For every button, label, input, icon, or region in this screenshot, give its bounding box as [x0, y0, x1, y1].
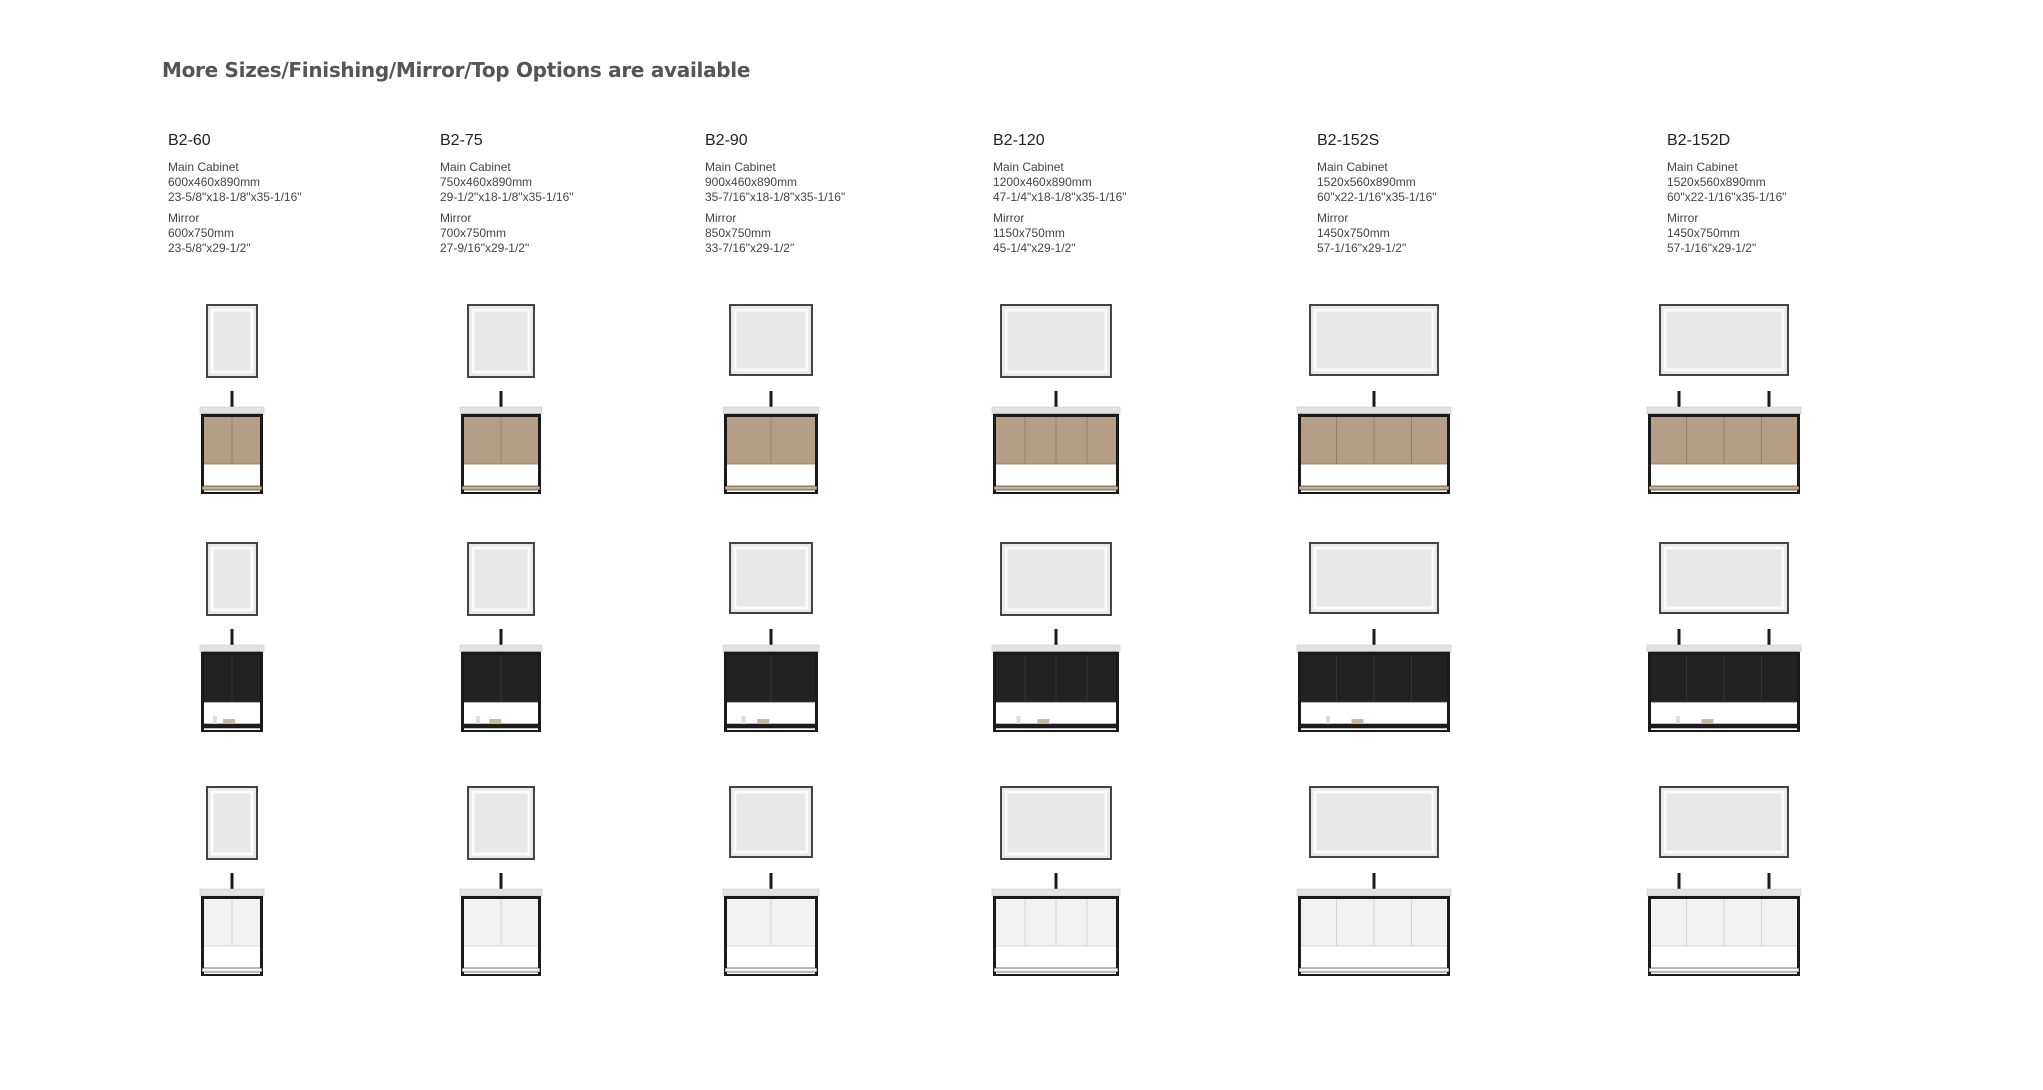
cabinet-trim [725, 652, 817, 655]
bottom-shelf [1299, 968, 1449, 972]
cabinet-trim [462, 896, 540, 899]
cabinet-size-mm: 600x460x890mm [168, 175, 261, 189]
mirror-size-in: 57-1/16"x29-1/2" [1667, 241, 1757, 255]
shelf-decor-icon [213, 716, 217, 724]
model-name: B2-60 [168, 132, 211, 149]
frame-base [1298, 492, 1450, 494]
model-name: B2-152S [1317, 132, 1380, 149]
countertop [992, 407, 1120, 414]
model-spec-b2-152s [1317, 132, 1577, 256]
cabinet-label: Main Cabinet [993, 160, 1064, 174]
frame-leg [538, 652, 541, 732]
faucet-icon [1373, 391, 1376, 407]
bottom-shelf [1649, 724, 1799, 728]
bottom-shelf [994, 486, 1118, 490]
bottom-shelf [1649, 486, 1799, 490]
cabinet-trim [202, 896, 262, 899]
frame-base [1298, 974, 1450, 976]
model-spec-b2-75 [440, 132, 700, 256]
frame-base [993, 492, 1119, 494]
mirror-label: Mirror [1667, 211, 1699, 225]
frame-base [1648, 730, 1800, 732]
frame-base [724, 492, 818, 494]
bottom-shelf [202, 968, 262, 972]
vanity-illustration [984, 305, 1128, 505]
frame-leg [461, 414, 464, 494]
frame-leg [461, 652, 464, 732]
cabinet-label: Main Cabinet [1317, 160, 1388, 174]
mirror-size-mm: 1450x750mm [1667, 226, 1740, 240]
frame-leg [1648, 652, 1651, 732]
faucet-icon [1678, 873, 1681, 889]
frame-leg [201, 896, 204, 976]
bottom-shelf [725, 486, 817, 490]
countertop [1647, 645, 1801, 652]
frame-leg [260, 414, 263, 494]
model-name: B2-90 [705, 132, 748, 149]
mirror [1001, 543, 1111, 615]
model-name: B2-120 [993, 132, 1045, 149]
cabinet-size-in: 47-1/4"x18-1/8"x35-1/16" [993, 190, 1127, 204]
mirror [468, 543, 534, 615]
frame-base [201, 974, 263, 976]
cabinet-trim [1299, 652, 1449, 655]
faucet-icon [1768, 873, 1771, 889]
frame-leg [1447, 896, 1450, 976]
mirror-size-in: 23-5/8"x29-1/2" [168, 241, 251, 255]
cabinet-trim [1299, 414, 1449, 417]
frame-base [461, 492, 541, 494]
cabinet-trim [1649, 896, 1799, 899]
frame-leg [724, 414, 727, 494]
faucet-icon [231, 873, 234, 889]
faucet-icon [500, 873, 503, 889]
mirror-size-in: 33-7/16"x29-1/2" [705, 241, 795, 255]
model-spec-b2-60 [168, 132, 428, 256]
frame-leg [201, 414, 204, 494]
countertop [1297, 889, 1451, 896]
frame-base [724, 730, 818, 732]
countertop [992, 889, 1120, 896]
shelf-decor-icon [1326, 716, 1330, 724]
vanity-illustration [1639, 787, 1809, 987]
mirror [468, 305, 534, 377]
frame-leg [724, 896, 727, 976]
mirror [207, 305, 257, 377]
frame-leg [815, 896, 818, 976]
model-spec-b2-152d [1667, 132, 1927, 256]
frame-leg [1298, 414, 1301, 494]
bottom-shelf [202, 724, 262, 728]
shelf-decor-icon [476, 716, 480, 724]
towel-icon [1352, 719, 1364, 724]
mirror-size-mm: 1450x750mm [1317, 226, 1390, 240]
frame-leg [538, 896, 541, 976]
bottom-shelf [1649, 968, 1799, 972]
model-spec-b2-120 [993, 132, 1253, 256]
mirror [1310, 543, 1438, 613]
shelf-decor-icon [742, 716, 746, 724]
bottom-shelf [725, 724, 817, 728]
countertop [200, 645, 264, 652]
cabinet-trim [994, 414, 1118, 417]
frame-leg [993, 652, 996, 732]
cabinet-size-in: 29-1/2"x18-1/8"x35-1/16" [440, 190, 574, 204]
cabinet-trim [994, 652, 1118, 655]
faucet-icon [770, 629, 773, 645]
mirror [207, 543, 257, 615]
frame-base [1298, 730, 1450, 732]
mirror [1310, 305, 1438, 375]
mirror [1660, 787, 1788, 857]
cabinet-trim [462, 652, 540, 655]
frame-leg [260, 652, 263, 732]
countertop [1297, 407, 1451, 414]
vanity-illustration [452, 787, 550, 987]
shelf-decor-icon [1676, 716, 1680, 724]
towel-icon [223, 719, 235, 724]
cabinet-trim [202, 414, 262, 417]
towel-icon [489, 719, 501, 724]
frame-leg [1116, 652, 1119, 732]
frame-leg [1298, 652, 1301, 732]
cabinet-size-mm: 900x460x890mm [705, 175, 798, 189]
frame-leg [1116, 414, 1119, 494]
faucet-icon [500, 629, 503, 645]
faucet-icon [1768, 629, 1771, 645]
cabinet-size-in: 35-7/16"x18-1/8"x35-1/16" [705, 190, 846, 204]
cabinet-trim [1649, 652, 1799, 655]
frame-leg [1648, 414, 1651, 494]
countertop [200, 407, 264, 414]
bottom-shelf [994, 724, 1118, 728]
mirror-size-in: 57-1/16"x29-1/2" [1317, 241, 1407, 255]
mirror-size-in: 45-1/4"x29-1/2" [993, 241, 1076, 255]
bottom-shelf [462, 968, 540, 972]
frame-base [201, 730, 263, 732]
vanity-illustration [1289, 305, 1459, 505]
faucet-icon [770, 873, 773, 889]
cabinet-label: Main Cabinet [168, 160, 239, 174]
faucet-icon [1055, 391, 1058, 407]
vanity-illustration [452, 305, 550, 505]
model-name: B2-152D [1667, 132, 1731, 149]
mirror [1310, 787, 1438, 857]
countertop [1297, 645, 1451, 652]
faucet-icon [231, 391, 234, 407]
countertop [200, 889, 264, 896]
frame-base [461, 730, 541, 732]
mirror [1660, 543, 1788, 613]
vanity-illustration [192, 787, 272, 987]
frame-base [201, 492, 263, 494]
mirror-label: Mirror [1317, 211, 1349, 225]
mirror [207, 787, 257, 859]
cabinet-size-mm: 1520x560x890mm [1317, 175, 1416, 189]
mirror [1001, 305, 1111, 377]
faucet-icon [1678, 391, 1681, 407]
frame-leg [993, 896, 996, 976]
cabinet-label: Main Cabinet [440, 160, 511, 174]
frame-leg [1447, 414, 1450, 494]
bottom-shelf [1299, 724, 1449, 728]
cabinet-trim [725, 414, 817, 417]
vanity-illustration [1639, 543, 1809, 743]
countertop [992, 645, 1120, 652]
frame-leg [993, 414, 996, 494]
faucet-icon [231, 629, 234, 645]
frame-leg [1447, 652, 1450, 732]
faucet-icon [1373, 873, 1376, 889]
frame-leg [260, 896, 263, 976]
frame-leg [724, 652, 727, 732]
towel-icon [757, 719, 769, 724]
cabinet-trim [1299, 896, 1449, 899]
bottom-shelf [1299, 486, 1449, 490]
faucet-icon [1055, 629, 1058, 645]
frame-leg [538, 414, 541, 494]
bottom-shelf [462, 486, 540, 490]
frame-leg [815, 414, 818, 494]
cabinet-size-in: 60"x22-1/16"x35-1/16" [1667, 190, 1787, 204]
frame-leg [1298, 896, 1301, 976]
cabinet-trim [202, 652, 262, 655]
frame-base [724, 974, 818, 976]
frame-leg [201, 652, 204, 732]
frame-leg [1797, 652, 1800, 732]
mirror-size-mm: 600x750mm [168, 226, 235, 240]
cabinet-label: Main Cabinet [705, 160, 776, 174]
frame-base [1648, 974, 1800, 976]
countertop [723, 889, 819, 896]
mirror-label: Mirror [705, 211, 737, 225]
mirror-size-in: 27-9/16"x29-1/2" [440, 241, 530, 255]
countertop [460, 889, 542, 896]
bottom-shelf [725, 968, 817, 972]
mirror-label: Mirror [440, 211, 472, 225]
model-spec-b2-90 [705, 132, 965, 256]
frame-base [993, 974, 1119, 976]
vanity-illustration [192, 543, 272, 743]
faucet-icon [1768, 391, 1771, 407]
faucet-icon [1373, 629, 1376, 645]
shelf-decor-icon [1016, 716, 1020, 724]
frame-leg [1116, 896, 1119, 976]
cabinet-size-mm: 750x460x890mm [440, 175, 533, 189]
cabinet-trim [1649, 414, 1799, 417]
vanity-illustration [715, 305, 827, 505]
faucet-icon [1678, 629, 1681, 645]
mirror [730, 543, 812, 613]
mirror [730, 305, 812, 375]
cabinet-trim [994, 896, 1118, 899]
vanity-illustration [1639, 305, 1809, 505]
model-name: B2-75 [440, 132, 483, 149]
vanity-illustration [984, 787, 1128, 987]
vanity-illustration [192, 305, 272, 505]
mirror-size-mm: 1150x750mm [993, 226, 1065, 240]
frame-leg [1797, 896, 1800, 976]
mirror-size-mm: 700x750mm [440, 226, 507, 240]
frame-leg [1648, 896, 1651, 976]
countertop [1647, 889, 1801, 896]
faucet-icon [1055, 873, 1058, 889]
mirror [1660, 305, 1788, 375]
vanity-illustration [452, 543, 550, 743]
vanity-illustration [984, 543, 1128, 743]
cabinet-trim [462, 414, 540, 417]
cabinet-size-mm: 1200x460x890mm [993, 175, 1092, 189]
vanity-illustration [715, 543, 827, 743]
page-headline: More Sizes/Finishing/Mirror/Top Options are available [162, 58, 751, 82]
mirror [468, 787, 534, 859]
frame-leg [815, 652, 818, 732]
frame-leg [461, 896, 464, 976]
mirror-size-mm: 850x750mm [705, 226, 772, 240]
countertop [460, 407, 542, 414]
frame-base [461, 974, 541, 976]
bottom-shelf [202, 486, 262, 490]
frame-base [993, 730, 1119, 732]
mirror-label: Mirror [993, 211, 1025, 225]
vanity-illustration [1289, 543, 1459, 743]
mirror [730, 787, 812, 857]
countertop [460, 645, 542, 652]
vanity-illustration [1289, 787, 1459, 987]
bottom-shelf [994, 968, 1118, 972]
cabinet-trim [725, 896, 817, 899]
mirror [1001, 787, 1111, 859]
faucet-icon [770, 391, 773, 407]
bottom-shelf [462, 724, 540, 728]
countertop [723, 645, 819, 652]
towel-icon [1037, 719, 1049, 724]
mirror-label: Mirror [168, 211, 200, 225]
frame-leg [1797, 414, 1800, 494]
vanity-illustration [715, 787, 827, 987]
cabinet-size-in: 60"x22-1/16"x35-1/16" [1317, 190, 1437, 204]
cabinet-size-in: 23-5/8"x18-1/8"x35-1/16" [168, 190, 302, 204]
countertop [1647, 407, 1801, 414]
towel-icon [1702, 719, 1714, 724]
countertop [723, 407, 819, 414]
cabinet-size-mm: 1520x560x890mm [1667, 175, 1766, 189]
faucet-icon [500, 391, 503, 407]
cabinet-label: Main Cabinet [1667, 160, 1738, 174]
frame-base [1648, 492, 1800, 494]
